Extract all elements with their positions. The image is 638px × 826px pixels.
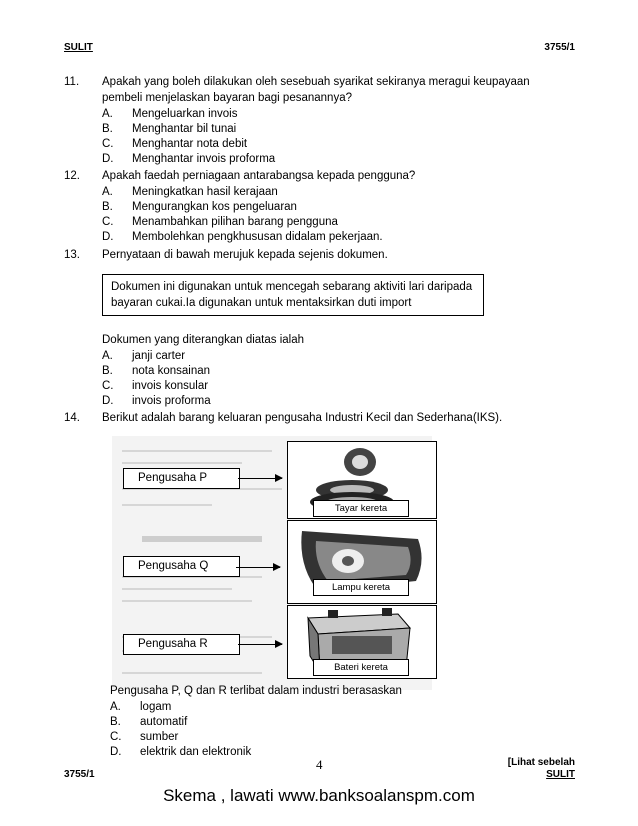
option-b: B. automatif — [110, 716, 188, 728]
document-description-box — [102, 274, 484, 316]
option-b: B. nota konsainan — [102, 365, 211, 377]
question-stem: Berikut adalah barang keluaran pengusaha Industri Kecil dan Sederhana(IKS). — [102, 412, 503, 424]
product-label-battery: Bateri kereta — [313, 659, 409, 676]
watermark-link[interactable]: Skema , lawati www.banksoalanspm.com — [163, 786, 475, 805]
footer-code: 3755/1 — [64, 769, 95, 780]
question-prompt: Pengusaha P, Q dan R terlibat dalam industri berasaskan — [110, 685, 402, 697]
option-d: D. Membolehkan pengkhususan didalam pekerjaan. — [102, 231, 383, 243]
box-text-line: bayaran cukai.Ia digunakan untuk mentaksirkan duti import — [111, 297, 412, 309]
option-c: C. invois konsular — [102, 380, 209, 392]
question-13-options — [64, 332, 584, 408]
option-a: A. Mengeluarkan invois — [102, 108, 238, 120]
question-prompt: Dokumen yang diterangkan diatas ialah — [102, 334, 305, 346]
question-number: 11. — [64, 76, 80, 88]
question-stem-line: Apakah yang boleh dilakukan oleh sesebuah syarikat sekiranya meragui keupayaan — [102, 76, 530, 88]
header-code: 3755/1 — [544, 42, 575, 53]
product-label-tyre: Tayar kereta — [313, 500, 409, 517]
entrepreneur-q-box: Pengusaha Q — [123, 556, 240, 577]
option-a: A. janji carter — [102, 350, 186, 362]
option-d: D. Menghantar invois proforma — [102, 153, 276, 165]
option-d: D. elektrik dan elektronik — [110, 746, 252, 758]
option-b: B. Menghantar bil tunai — [102, 123, 237, 135]
question-12 — [64, 168, 584, 244]
option-c: C. sumber — [110, 731, 179, 743]
question-13 — [64, 247, 584, 263]
option-b: B. Mengurangkan kos pengeluaran — [102, 201, 297, 213]
header-sulit: SULIT — [64, 42, 93, 53]
box-text-line: Dokumen ini digunakan untuk mencegah sebarang aktiviti lari daripada — [111, 281, 473, 293]
option-d: D. invois proforma — [102, 395, 211, 407]
question-14 — [64, 410, 584, 426]
entrepreneur-p-box: Pengusaha P — [123, 468, 240, 489]
question-11 — [64, 74, 584, 166]
question-stem: Pernyataan di bawah merujuk kepada sejenis dokumen. — [102, 249, 388, 261]
question-number: 14. — [64, 412, 80, 424]
footer-next-page: [Lihat sebelah — [507, 757, 575, 768]
arrow-icon — [238, 644, 282, 645]
option-a: A. logam — [110, 701, 172, 713]
arrow-icon — [238, 478, 282, 479]
arrow-icon — [236, 567, 280, 568]
question-14-options — [64, 683, 584, 759]
product-label-lamp: Lampu kereta — [313, 579, 409, 596]
option-a: A. Meningkatkan hasil kerajaan — [102, 186, 278, 198]
option-c: C. Menambahkan pilihan barang pengguna — [102, 216, 338, 228]
question-stem: Apakah faedah perniagaan antarabangsa kepada pengguna? — [102, 170, 416, 182]
question-number: 13. — [64, 249, 80, 261]
page-number: 4 — [316, 757, 323, 772]
footer-sulit: SULIT — [546, 769, 575, 780]
option-c: C. Menghantar nota debit — [102, 138, 248, 150]
entrepreneur-r-box: Pengusaha R — [123, 634, 240, 655]
question-stem-line: pembeli menjelaskan bayaran bagi pesanannya? — [102, 92, 352, 104]
question-number: 12. — [64, 170, 80, 182]
